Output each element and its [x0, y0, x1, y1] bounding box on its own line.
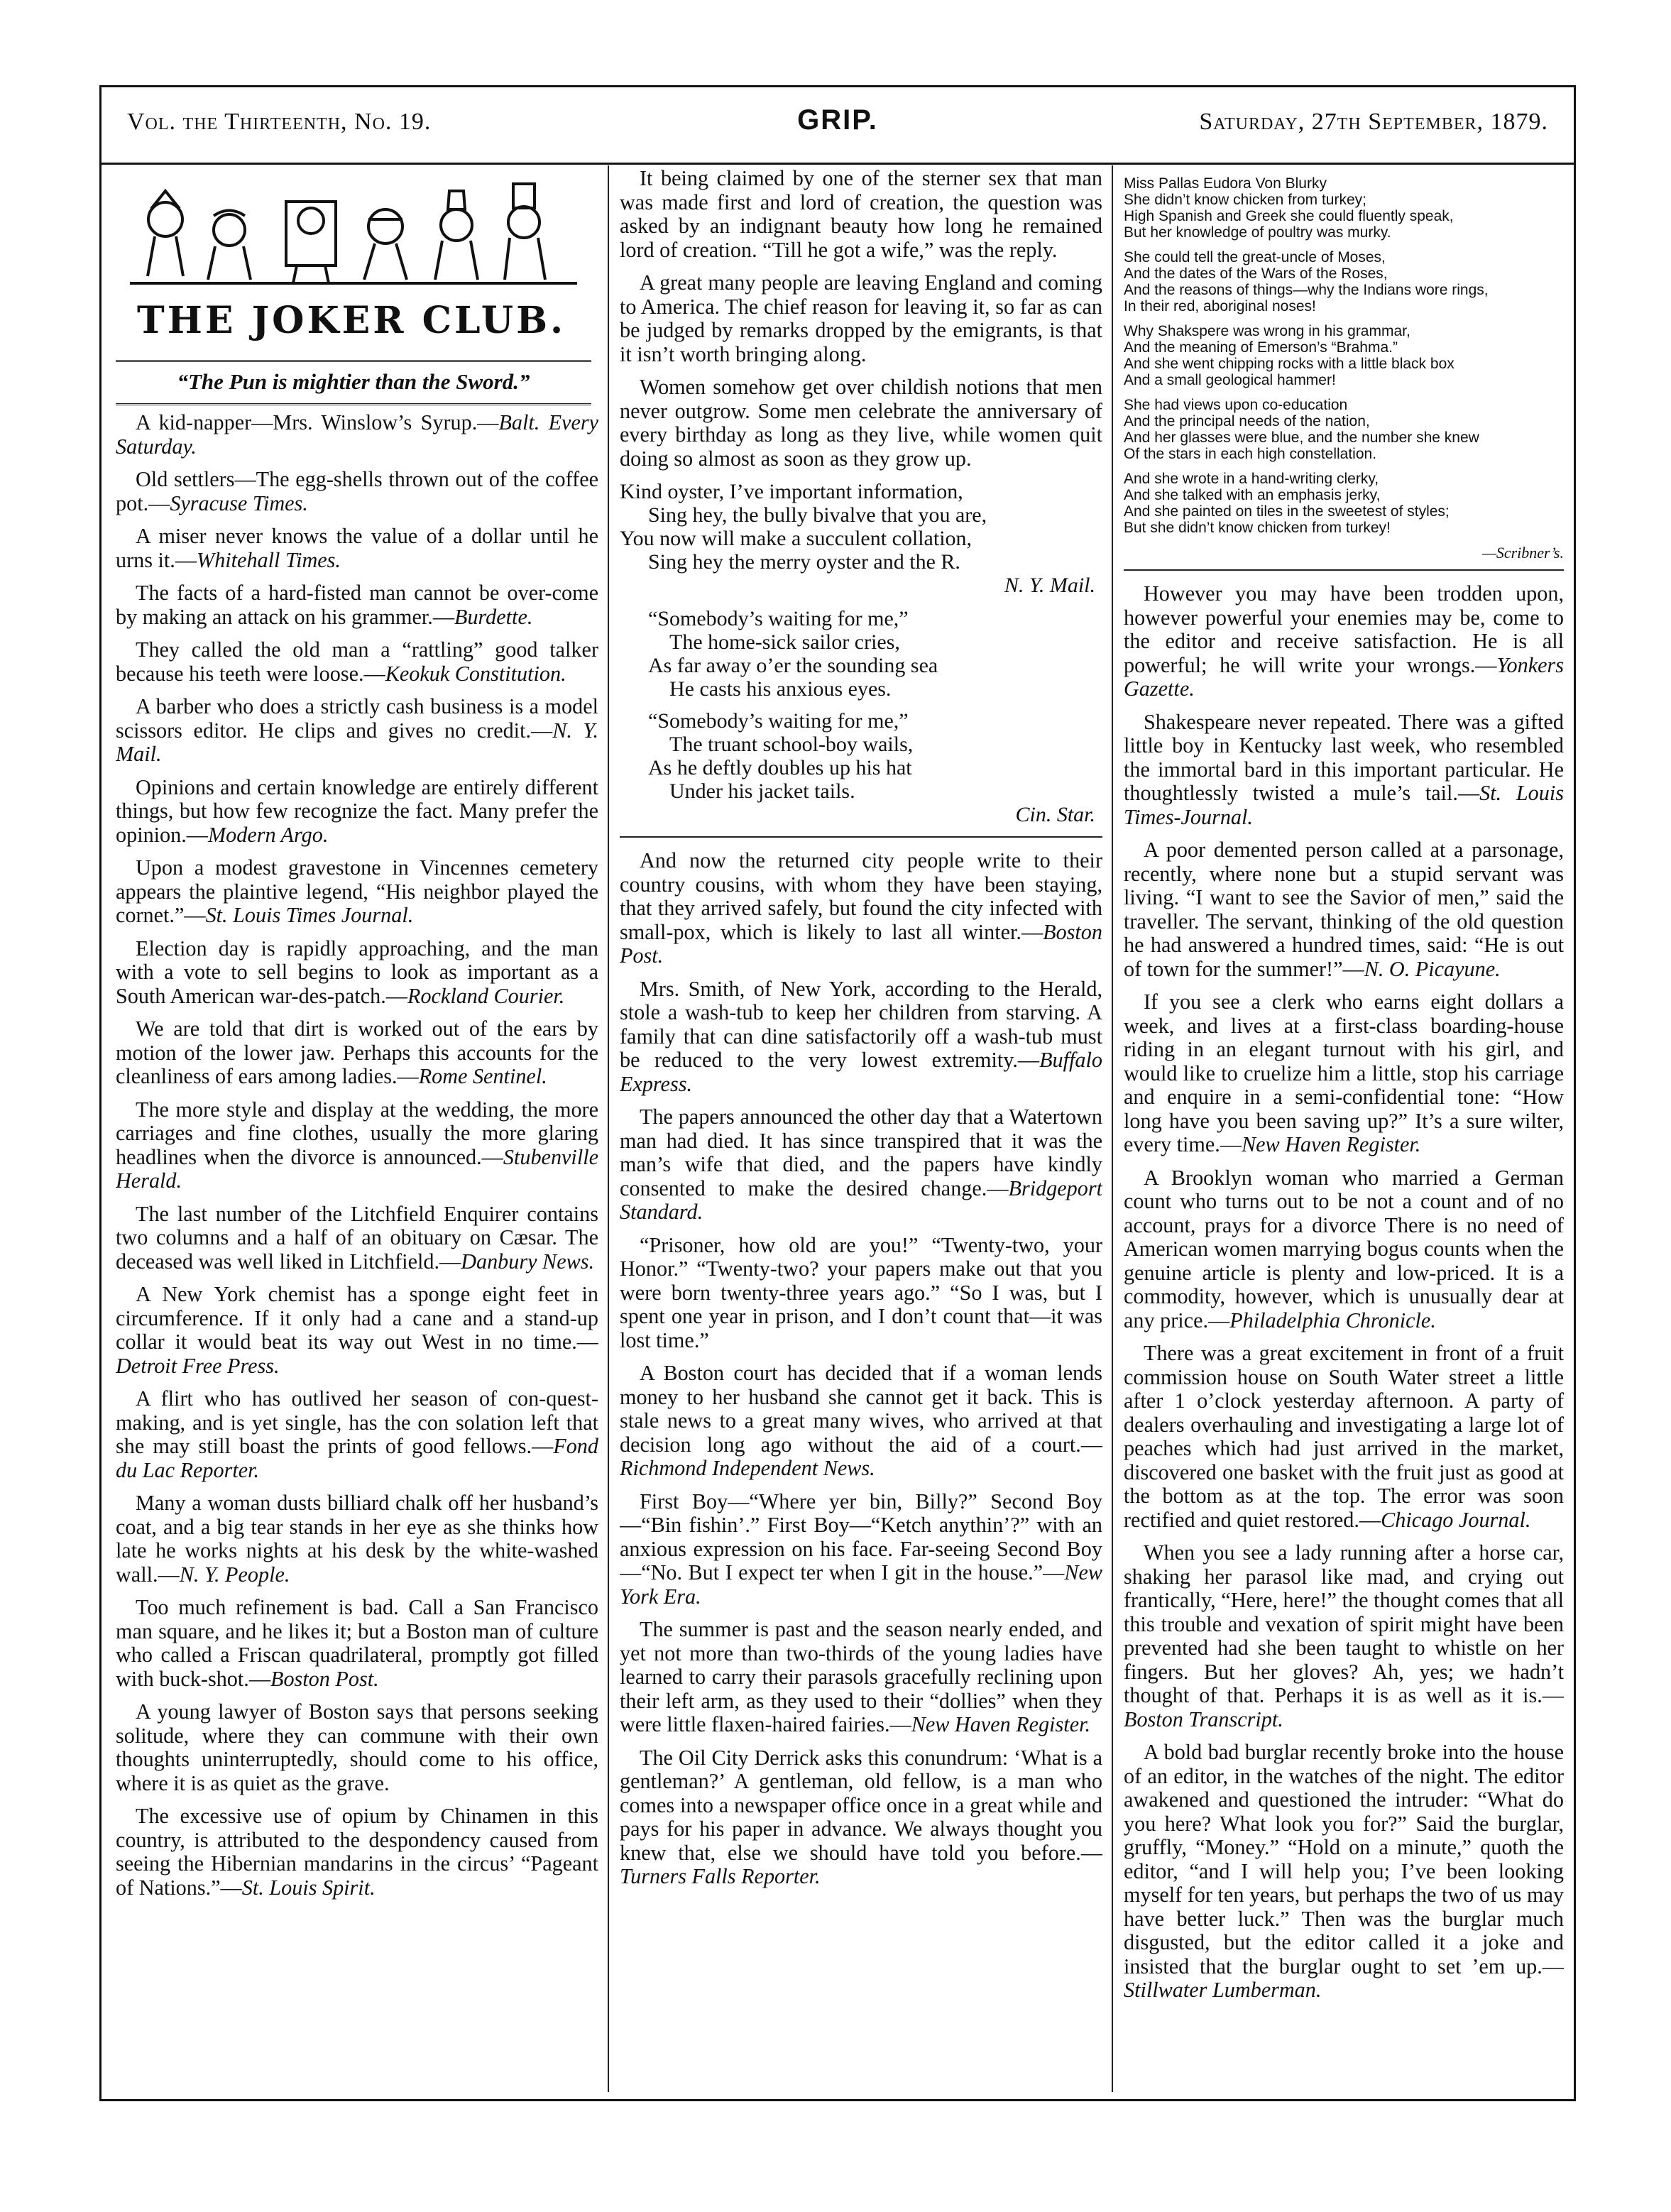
joke-item — [620, 1234, 1102, 1353]
poem-line: But she didn’t know chicken from turkey! — [1124, 520, 1391, 536]
joke-item — [1124, 838, 1564, 981]
joke-item — [620, 978, 1102, 1097]
poem-stanza — [1124, 175, 1564, 241]
poem-line: She didn’t know chicken from turkey; — [1124, 192, 1366, 208]
column-3-items — [1124, 582, 1564, 2003]
joke-item — [116, 1596, 598, 1691]
joke-source: Modern Argo. — [207, 822, 329, 847]
joke-text: First Boy—“Where yer bin, Billy?” Second Boy—“Bin fishin’.” First Boy—“Ketch anythin’?” with an anxious expression on his face. Far-seeing Second Boy—“No. But I expect ter when I git in the house.”— — [620, 1489, 1102, 1584]
poem-line: And she painted on tiles in the sweetest of styles; — [1124, 503, 1450, 520]
joke-source: Buffalo Express. — [620, 1048, 1102, 1096]
poem-line: And her glasses were blue, and the number she knew — [1124, 429, 1479, 446]
poem-stanza — [1124, 249, 1564, 314]
column-rule — [608, 165, 609, 2092]
section-divider — [1124, 569, 1564, 571]
joke-source: Keokuk Constitution. — [385, 661, 566, 686]
poem-line: And a small geological hammer! — [1124, 372, 1336, 388]
poem-line: And the principal needs of the nation, — [1124, 413, 1370, 429]
joke-item — [1124, 1166, 1564, 1333]
issue-date: Saturday, 27th September, 1879. — [1199, 109, 1548, 135]
joke-item — [620, 849, 1102, 968]
poem-line: The truant school-boy wails, — [669, 733, 914, 756]
joke-text: A young lawyer of Boston says that persons seeking solitude, where they can commune with their own thoughts uninterruptedly, should come to his office, where it is as quiet as the grave. — [116, 1699, 598, 1795]
joke-text: Women somehow get over childish notions that men never outgrow. Some men celebrate the anniversary of every birthday as long as they live, while women quit doing so almost as soon as they grow up. — [620, 375, 1102, 471]
joke-text: “Prisoner, how old are you!” “Twenty-two, your Honor.” “Twenty-two? your papers make out that you were born twenty-three years ago.” “So I was, but I spent one year in prison, and I don’t count that—it was lost time.” — [620, 1232, 1102, 1352]
joke-item — [116, 581, 598, 629]
joke-source: Fond du Lac Reporter. — [116, 1434, 598, 1482]
column-1 — [116, 167, 598, 2085]
joke-item — [1124, 990, 1564, 1157]
joke-text: The papers announced the other day that a Watertown man had died. It has since transpired that it was the man’s wife that died, and the papers have kindly consented to make the desired change.— — [620, 1105, 1102, 1200]
joke-text: The Oil City Derrick asks this conundrum: ‘What is a gentleman?’ A gentleman, old fellow, is a man who comes into a newspaper office once in a great while and pays for his paper in advance. We always thought you knew that, else we should have told you before.— — [620, 1745, 1102, 1865]
joke-source: Boston Transcript. — [1124, 1707, 1283, 1731]
column-2-items-bottom — [620, 849, 1102, 1889]
joke-text: We are told that dirt is worked out of the ears by motion of the lower jaw. Perhaps this accounts for the cleanliness of ears among ladies.— — [116, 1017, 598, 1088]
somebody-waiting-poem — [620, 607, 1102, 826]
joke-source: New York Era. — [620, 1560, 1102, 1609]
poem-line: Kind oyster, I’ve important information, — [620, 480, 963, 503]
joke-text: If you see a clerk who earns eight dollars a week, and lives at a first-class boarding-house riding in an elegant turnout with his girl, and would like to cruelize him a little, stop his carriage and enquire in a semi-confidential tone: “How long have you been saving up?” It’s a sure wilter, every time.— — [1124, 990, 1564, 1156]
oyster-poem — [620, 480, 1102, 597]
poem-line: As far away o’er the sounding sea — [648, 654, 938, 677]
poem-line: “Somebody’s waiting for me,” — [648, 607, 909, 630]
poem-line: She could tell the great-uncle of Moses, — [1124, 249, 1386, 265]
joke-item — [1124, 1741, 1564, 2003]
joke-source: Balt. Every Saturday. — [116, 410, 598, 459]
joke-item — [116, 937, 598, 1009]
joke-source: St. Louis Times Journal. — [205, 903, 414, 927]
joke-item — [116, 525, 598, 572]
joke-item — [116, 695, 598, 767]
joke-source: Rockland Courier. — [407, 983, 565, 1008]
joke-text: Old settlers—The egg-shells thrown out of the coffee pot.— — [116, 467, 598, 515]
joke-text: The excessive use of opium by Chinamen in this country, is attributed to the despondency caused from seeing the Hibernian mandarins in the circus’ “Pageant of Nations.”— — [116, 1804, 598, 1900]
joke-item — [116, 1098, 598, 1193]
poem-attribution: N. Y. Mail. — [1004, 574, 1095, 597]
poem-line: And the meaning of Emerson’s “Brahma.” — [1124, 339, 1398, 356]
joke-text: A flirt who has outlived her season of con-quest-making, and is yet single, has the con solation left that she may still boast the prints of good fellows.— — [116, 1386, 598, 1458]
poem-line: As he deftly doubles up his hat — [648, 756, 912, 779]
poem-line: You now will make a succulent collation, — [620, 527, 973, 550]
joke-text: A kid-napper—Mrs. Winslow’s Syrup.— — [136, 410, 499, 434]
poem-line: She had views upon co-education — [1124, 397, 1348, 413]
joke-source: N. Y. People. — [179, 1562, 290, 1587]
joke-item — [116, 1805, 598, 1900]
joke-item — [1124, 582, 1564, 701]
joke-text: Election day is rapidly approaching, and the man with a vote to sell begins to look as important as a South American war-des-patch.— — [116, 936, 598, 1008]
poem-attribution: —Scribner’s. — [1482, 544, 1564, 562]
column-rule — [1112, 165, 1113, 2092]
joke-text: A barber who does a strictly cash business is a model scissors editor. He clips and gives no credit.— — [116, 694, 598, 743]
section-divider — [620, 836, 1102, 838]
pallas-poem — [1124, 175, 1564, 561]
joker-club-illustration — [116, 177, 591, 297]
joke-text: The last number of the Litchfield Enquirer contains two columns and a half of an obituary on Cæsar. The deceased was well liked in Litchfield.— — [116, 1201, 598, 1274]
joke-source: Boston Post. — [270, 1666, 379, 1691]
column-1-items — [116, 411, 598, 1900]
motto-box — [116, 360, 591, 405]
joke-item — [116, 468, 598, 515]
column-3 — [1124, 167, 1564, 2085]
joke-text: A poor demented person called at a parsonage, recently, where none but a stupid servant was living. “I want to see the Savior of men,” said the traveller. The servant, thinking of the old question he had answered a hundred times, said: “He is out of town for the summer!”— — [1124, 838, 1564, 981]
poem-line: But her knowledge of poultry was murky. — [1124, 224, 1391, 241]
joke-text: A bold bad burglar recently broke into the house of an editor, in the watches of the night. The editor awakened and questioned the intruder: “What do you here? What look you for?” Said the burglar, gruffly, “Money.” “Hold on a minute,” quoth the editor, “and I will help you; I’ve been looking myself for ten years, but perhaps the two of us may have better luck.” Then was the burglar much disgusted, but the editor called it a joke and insisted that the burglar ought to set ’em up.— — [1124, 1740, 1564, 1978]
joke-item — [116, 856, 598, 928]
column-2 — [620, 167, 1102, 2085]
joke-source: N. O. Picayune. — [1364, 956, 1501, 981]
poem-line: Of the stars in each high constellation. — [1124, 446, 1377, 462]
joke-source: Stubenville Herald. — [116, 1144, 598, 1193]
joke-source: St. Louis Times-Journal. — [1124, 781, 1564, 829]
joke-item — [116, 1017, 598, 1089]
poem-line: The home-sick sailor cries, — [669, 630, 900, 654]
joke-item — [620, 167, 1102, 262]
volume-number: Vol. the Thirteenth, No. 19. — [127, 109, 432, 135]
joke-source: Boston Post. — [620, 919, 1102, 968]
joke-text: A great many people are leaving England and coming to America. The chief reason for leaving it, so far as can be judged by remarks dropped by the emigrants, is that it isn’t worth bringing along. — [620, 270, 1102, 366]
joke-item — [620, 271, 1102, 366]
joke-text: A Boston court has decided that if a woman lends money to her husband she cannot get it back. This is stale news to a great many wives, who arrived at that decision long ago without the aid of a court.— — [620, 1361, 1102, 1457]
poem-line: High Spanish and Greek she could fluently speak, — [1124, 208, 1454, 224]
joke-text: A miser never knows the value of a dollar until he urns it.— — [116, 524, 598, 572]
joke-item — [620, 376, 1102, 471]
poem-line: He casts his anxious eyes. — [669, 677, 892, 701]
poem-line: And she talked with an emphasis jerky, — [1124, 487, 1381, 503]
joke-text: When you see a lady running after a horse car, shaking her parasol like mad, and crying out frantically, “Here, here!” the thought comes that all this trouble and vexation of spirit might have been prevented had she been taught to whistle on her fingers. But her gloves? Ah, yes; we hadn’t thought of that. Perhaps it is as well as it is.— — [1124, 1540, 1564, 1707]
joke-item — [116, 1283, 598, 1378]
joke-item — [116, 776, 598, 848]
joke-source: Danbury News. — [461, 1249, 595, 1274]
joke-text: Too much refinement is bad. Call a San Francisco man square, and he likes it; but a Boston man of culture who called a Friscan quadrilateral, promptly got filled with buck-shot.— — [116, 1595, 598, 1691]
joke-text: A New York chemist has a sponge eight feet in circumference. If it only had a cane and a stand-up collar it would beat its way out West in no time.— — [116, 1282, 598, 1354]
poem-line: “Somebody’s waiting for me,” — [648, 709, 909, 733]
poem-line: In their red, aboriginal noses! — [1124, 298, 1316, 314]
joke-item — [620, 1618, 1102, 1737]
column-2-items-top — [620, 167, 1102, 471]
joke-text: Opinions and certain knowledge are entirely different things, but how few recognize the fact. Many prefer the opinion.— — [116, 774, 598, 847]
joke-text: Shakespeare never repeated. There was a gifted little boy in Kentucky last week, who resembled the immortal bard in this important particular. He thoughtlessly twisted a mule’s tail.— — [1124, 709, 1564, 805]
poem-stanza — [1124, 323, 1564, 388]
joke-source: Syracuse Times. — [170, 491, 308, 515]
joke-text: Mrs. Smith, of New York, according to the Herald, stole a wash-tub to keep her children from starving. A family that can dine satisfactorily off a wash-tub must be reduced to the very lowest extremity.— — [620, 976, 1102, 1072]
joke-text: Many a woman dusts billiard chalk off her husband’s coat, and a big tear stands in her eye as she thinks how late he works nights at his desk by the white-washed wall.— — [116, 1491, 598, 1587]
poem-line: And the reasons of things—why the Indians wore rings, — [1124, 282, 1489, 298]
joke-source: New Haven Register. — [911, 1712, 1091, 1736]
poem-line: And she wrote in a hand-writing clerky, — [1124, 471, 1379, 487]
poem-stanza — [1124, 397, 1564, 462]
poem-line: Why Shakspere was wrong in his grammar, — [1124, 323, 1410, 339]
joke-source: N. Y. Mail. — [116, 718, 598, 766]
joker-club-header — [116, 177, 598, 411]
joke-text: There was a great excitement in front of a fruit commission house on South Water street a little after 1 o’clock yesterday afternoon. A party of dealers overhauling and investigating a large lot of peaches which had just arrived in the market, discovered one basket with the fruit just as good at the bottom as at the top. The error was soon rectified and quiet restored.— — [1124, 1341, 1564, 1532]
joke-source: Rome Sentinel. — [418, 1064, 547, 1088]
joke-text: The more style and display at the wedding, the more carriages and fine clothes, usually the more glaring headlines when the divorce is announced.— — [116, 1097, 598, 1169]
joke-source: Chicago Journal. — [1381, 1507, 1531, 1532]
joke-text: And now the returned city people write to their country cousins, with whom they have been staying, that they arrived safely, but found the city infected with small-pox, which is likely to last all winter.— — [620, 848, 1102, 944]
joke-text: Upon a modest gravestone in Vincennes cemetery appears the plaintive legend, “His neighbor played the cornet.”— — [116, 855, 598, 927]
joke-source: Detroit Free Press. — [116, 1353, 280, 1378]
joke-source: St. Louis Spirit. — [241, 1875, 376, 1900]
poem-line: And she went chipping rocks with a little black box — [1124, 356, 1454, 372]
joke-text: However you may have been trodden upon, however powerful your enemies may be, come to the editor and receive satisfaction. He is all powerful; he will write your wrongs.— — [1124, 581, 1564, 677]
joke-text: It being claimed by one of the sterner sex that man was made first and lord of creation, the question was asked by an indignant beauty how long he remained lord of creation. “Till he got a wife,” was the reply. — [620, 167, 1102, 262]
joke-item — [1124, 1342, 1564, 1532]
joke-item — [1124, 711, 1564, 830]
joke-item — [116, 1387, 598, 1482]
joke-source: Yonkers Gazette. — [1124, 652, 1564, 701]
joke-source: Richmond Independent News. — [620, 1456, 875, 1480]
joke-source: New Haven Register. — [1241, 1132, 1421, 1156]
joke-item — [620, 1105, 1102, 1225]
poem-line: And the dates of the Wars of the Roses, — [1124, 265, 1388, 282]
joke-item — [620, 1490, 1102, 1609]
joke-source: Turners Falls Reporter. — [620, 1864, 821, 1888]
joke-item — [116, 1700, 598, 1795]
joke-source: Philadelphia Chronicle. — [1229, 1308, 1436, 1332]
publication-title: GRIP. — [797, 104, 878, 136]
poem-line: Miss Pallas Eudora Von Blurky — [1124, 175, 1327, 192]
joke-text: They called the old man a “rattling” good talker because his teeth were loose.— — [116, 637, 598, 686]
joke-item — [116, 411, 598, 459]
joke-source: Stillwater Lumberman. — [1124, 1978, 1322, 2002]
joke-text: The summer is past and the season nearly ended, and yet not more than two-thirds of the young ladies have learned to carry their parasols gracefully reclining upon their left arm, as they used to their “dollies” when they were little flaxen-haired fairies.— — [620, 1617, 1102, 1736]
joke-item — [116, 1203, 598, 1274]
joke-source: Whitehall Times. — [197, 547, 341, 572]
poem-line: Sing hey the merry oyster and the R. — [648, 550, 960, 574]
joke-source: Burdette. — [454, 604, 533, 629]
joke-text: The facts of a hard-fisted man cannot be over-come by making an attack on his grammer.— — [116, 581, 598, 629]
masthead — [102, 87, 1574, 165]
joke-item — [1124, 1541, 1564, 1731]
poem-line: Under his jacket tails. — [669, 779, 855, 803]
club-title: THE JOKER CLUB. — [137, 299, 566, 342]
joke-item — [116, 1491, 598, 1587]
joke-item — [116, 638, 598, 686]
joke-item — [620, 1746, 1102, 1889]
poem-stanza — [1124, 471, 1564, 536]
joke-source: Bridgeport Standard. — [620, 1176, 1102, 1224]
club-motto: “The Pun is mightier than the Sword.” — [177, 369, 530, 394]
joke-text: A Brooklyn woman who married a German count who turns out to be not a count and of no account, prays for a divorce There is no need of American women marrying bogus counts when the genuine article is plenty and low-priced. It is a commodity, however, which is unusually dear at any price.— — [1124, 1165, 1564, 1332]
joke-item — [620, 1362, 1102, 1481]
poem-line: Sing hey, the bully bivalve that you are, — [648, 503, 987, 527]
page-frame — [99, 85, 1576, 2101]
poem-attribution: Cin. Star. — [1015, 803, 1095, 826]
